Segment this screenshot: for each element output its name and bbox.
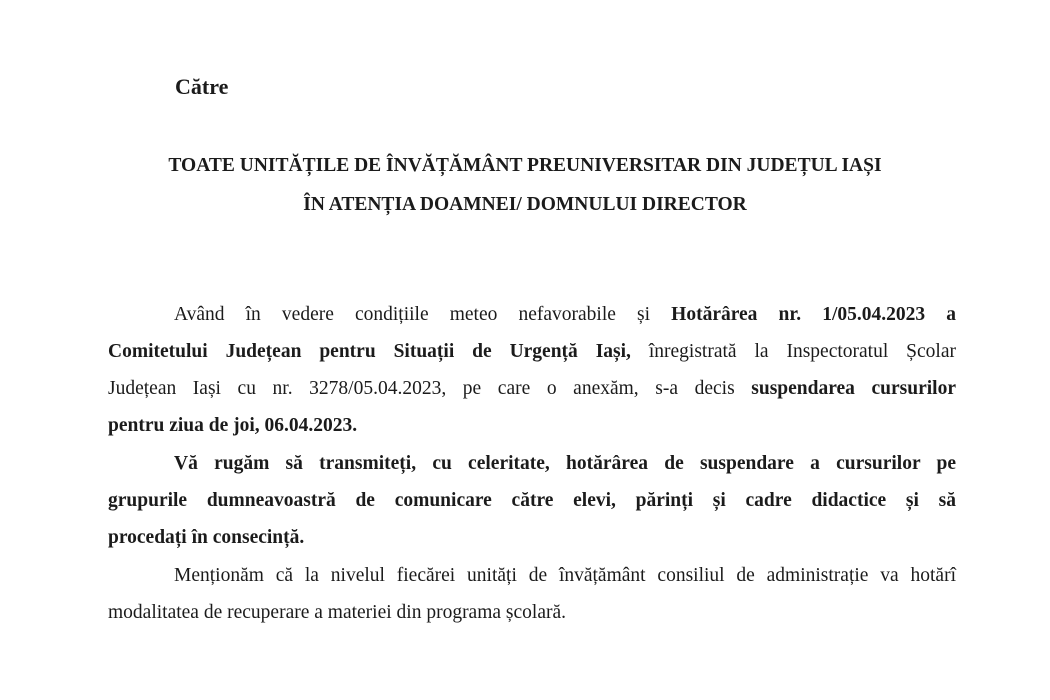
recipient-line-1: TOATE UNITĂȚILE DE ÎNVĂȚĂMÂNT PREUNIVERSITAR DIN JUDEȚUL IAȘI: [168, 155, 882, 176]
text-span: Având în vedere condițiile meteo nefavorabile și: [174, 304, 672, 325]
paragraph-recovery-note: [108, 557, 956, 631]
paragraph-line: [108, 370, 956, 407]
paragraph-line: [108, 407, 956, 444]
bold-text-span: Vă rugăm să transmiteți, cu celeritate, hotărârea de suspendare a cursurilor pe: [174, 453, 956, 474]
bold-text-span: grupurile dumneavoastră de comunicare către elevi, părinți și cadre didactice și să: [108, 490, 956, 511]
bold-text-span: pentru ziua de joi, 06.04.2023.: [108, 415, 358, 436]
addressee-heading: Către: [175, 74, 229, 99]
text-span: înregistrată la Inspectoratul Școlar: [630, 341, 956, 362]
bold-text-span: procedați în consecință.: [108, 527, 305, 548]
text-span: modalitatea de recuperare a materiei din programa școlară.: [108, 602, 567, 623]
paragraph-line: [108, 482, 956, 519]
recipient-line-2: ÎN ATENȚIA DOAMNEI/ DOMNULUI DIRECTOR: [303, 194, 747, 215]
paragraph-decision: [108, 296, 956, 444]
bold-text-span: Comitetului Județean pentru Situații de Urgență Iași,: [108, 341, 631, 362]
text-span: Menționăm că la nivelul fiecărei unități de învățământ consiliul de administrație va hotărî: [174, 565, 956, 586]
paragraph-request: [108, 445, 956, 556]
paragraph-line: [108, 594, 956, 631]
text-span: Județean Iași cu nr. 3278/05.04.2023, pe care o anexăm, s-a decis: [108, 378, 752, 399]
paragraph-line: [108, 557, 956, 594]
bold-text-span: suspendarea cursurilor: [751, 378, 957, 399]
paragraph-line: [108, 333, 956, 370]
bold-text-span: Hotărârea nr. 1/05.04.2023 a: [671, 304, 956, 325]
paragraph-line: [108, 519, 956, 556]
paragraph-line: [108, 296, 956, 333]
paragraph-line: [108, 445, 956, 482]
